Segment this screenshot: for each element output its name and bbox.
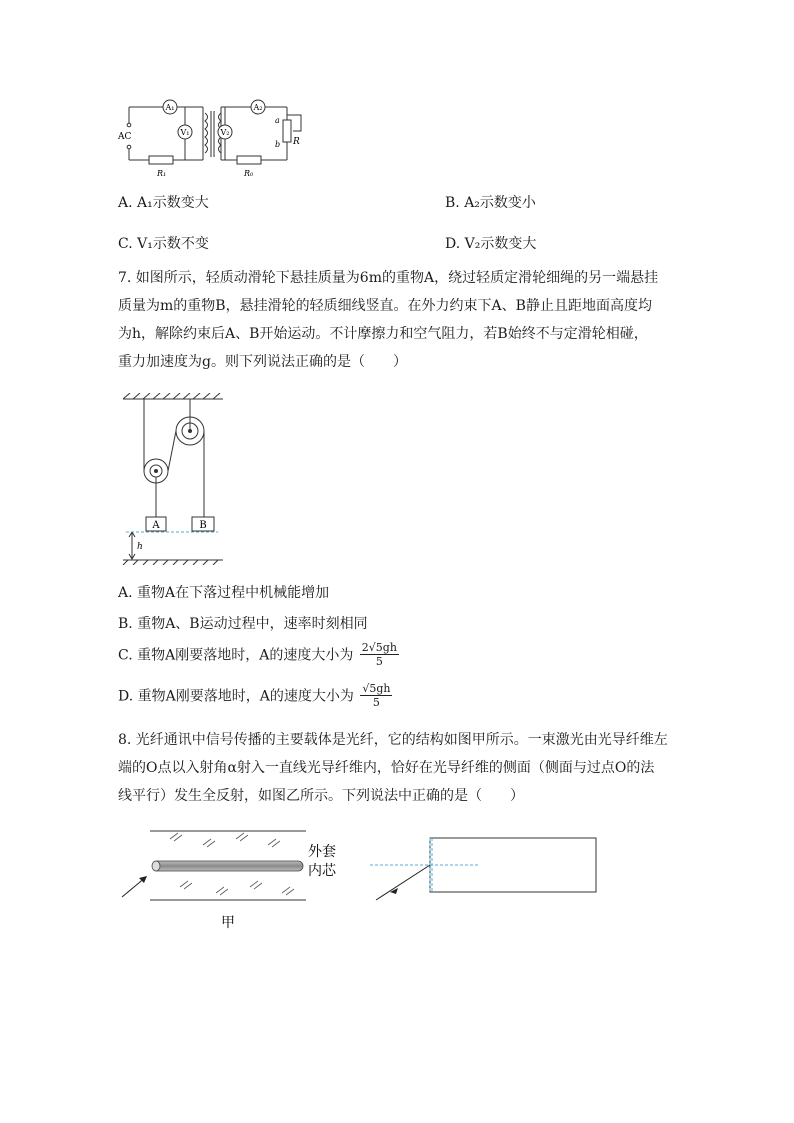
q7-option-a: A. 重物A在下落过程中机械能增加	[118, 585, 330, 601]
label-block-b: B	[199, 520, 207, 531]
caption-jia: 甲	[221, 915, 235, 931]
q7-stem	[118, 264, 678, 376]
label-v2: V₂	[220, 128, 230, 137]
q8-stem-line: 8. 光纤通讯中信号传播的主要载体是光纤，它的结构如图甲所示。一束激光由光导纤维左	[118, 732, 668, 748]
label-b-point: b	[275, 140, 281, 149]
q8-stem	[118, 726, 678, 810]
q7-option-c-fraction	[360, 641, 399, 668]
q7-option-d	[118, 682, 392, 709]
q7-option-d-fraction	[360, 682, 392, 709]
q8-stem-line: 端的O点以入射角α射入一直线光导纤维内，恰好在光导纤维的侧面（侧面与过点O的法	[118, 760, 655, 776]
label-r1: R₁	[157, 169, 167, 178]
label-inner-core: 内芯	[308, 863, 336, 879]
q7-stem-line: 重力加速度为g。则下列说法正确的是（ ）	[118, 354, 407, 370]
q8-stem-line: 线平行）发生全反射，如图乙所示。下列说法中正确的是（ ）	[118, 788, 524, 804]
transformer-circuit-figure	[115, 95, 315, 185]
label-r0: R₀	[244, 169, 254, 178]
fraction-numerator: √5gh	[362, 682, 391, 695]
q7-stem-line: 质量为m的重物B，悬挂滑轮的轻质细线竖直。在外力约束下A、B静止且距地面高度均	[118, 298, 652, 314]
label-v1: V₁	[180, 128, 190, 137]
pulley-figure	[118, 393, 228, 565]
q7-option-b: B. 重物A、B运动过程中，速率时刻相同	[118, 616, 368, 632]
label-a-point: a	[275, 116, 280, 125]
q6-option-a: A. A₁示数变大	[118, 195, 209, 211]
q7-option-c	[118, 641, 399, 668]
fraction-denominator: 5	[375, 655, 383, 668]
q7-stem-line: 7. 如图所示，轻质动滑轮下悬挂质量为6m的重物A，绕过轻质定滑轮细绳的另一端悬挂	[118, 270, 659, 286]
fiber-figure-yi	[360, 820, 605, 935]
fraction-denominator: 5	[372, 696, 380, 709]
q6-option-d: D. V₂示数变大	[445, 236, 537, 252]
label-a1: A₁	[165, 103, 175, 112]
fiber-figure-jia	[118, 825, 348, 935]
fraction-numerator: 2√5gh	[361, 641, 397, 654]
label-height: h	[137, 542, 143, 552]
label-block-a: A	[152, 520, 160, 531]
label-a2: A₂	[253, 103, 263, 112]
label-outer-cladding: 外套	[308, 844, 336, 860]
q7-option-c-text: C. 重物A刚要落地时，A的速度大小为	[118, 647, 354, 664]
q6-option-c: C. V₁示数不变	[118, 236, 209, 252]
q7-stem-line: 为h，解除约束后A、B开始运动。不计摩擦力和空气阻力，若B始终不与定滑轮相碰，	[118, 326, 648, 342]
label-ac: AC	[118, 132, 132, 142]
q7-option-d-text: D. 重物A刚要落地时，A的速度大小为	[118, 688, 354, 705]
label-r: R	[293, 137, 300, 147]
q6-option-b: B. A₂示数变小	[445, 195, 536, 211]
